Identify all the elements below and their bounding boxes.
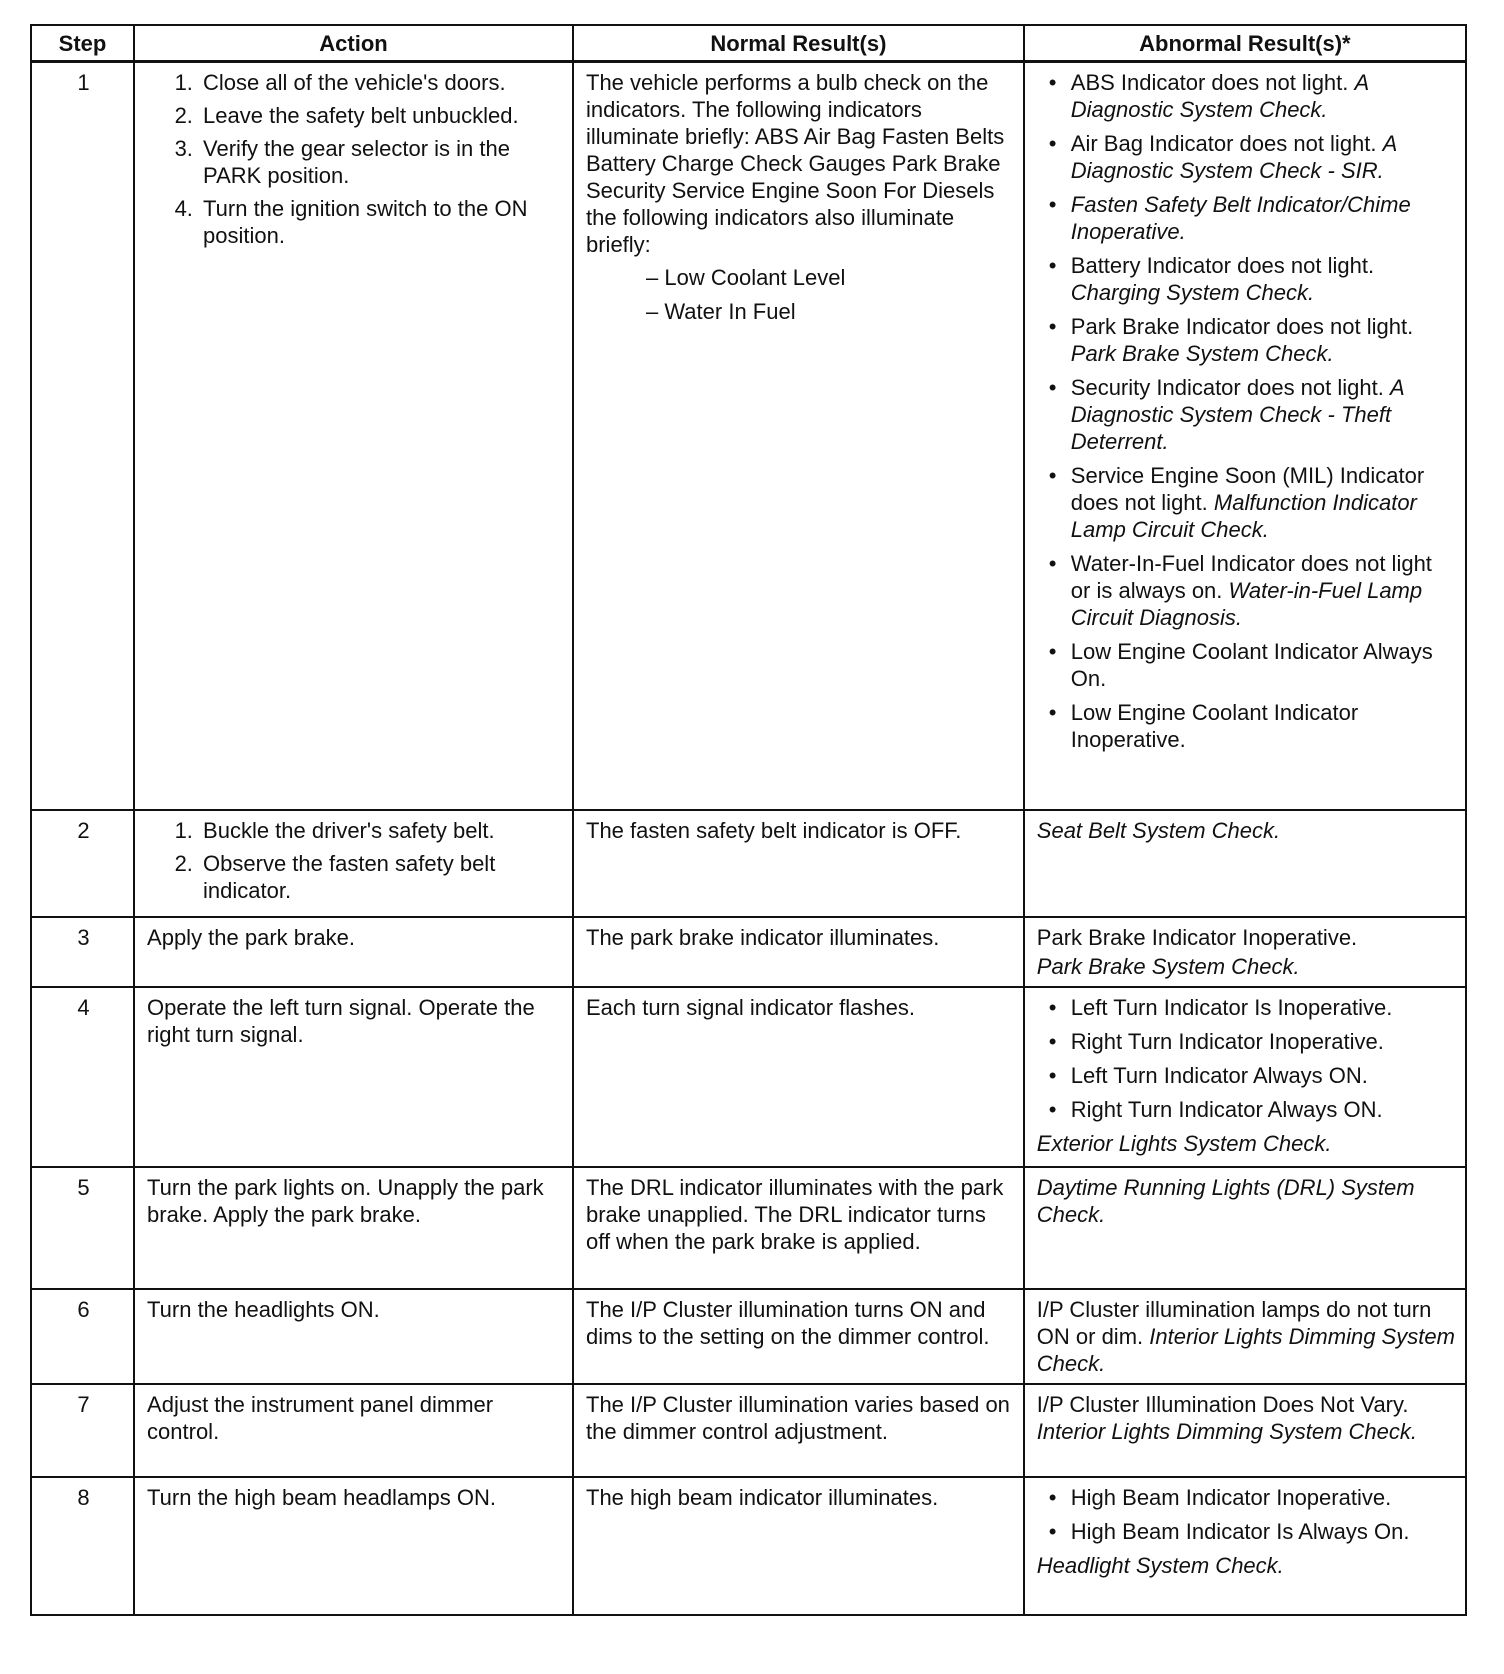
abnormal-result-cell — [1024, 987, 1466, 1167]
normal-result-text: The fasten safety belt indicator is OFF. — [586, 817, 962, 843]
action-item: 3. Verify the gear selector is in the PARK position. — [199, 135, 562, 189]
step-number: 4 — [31, 987, 134, 1167]
abnormal-text: Park Brake Indicator Inoperative. — [1036, 924, 1358, 950]
abnormal-result-text — [1037, 1296, 1455, 1377]
list-item — [1071, 130, 1455, 184]
abnormal-list — [1037, 69, 1455, 753]
action-cell — [134, 1289, 573, 1384]
abnormal-text: Low Engine Coolant Indicator Always On. — [1070, 639, 1433, 691]
diesel-indicator-list — [586, 264, 1013, 325]
abnormal-text: Service Engine Soon (MIL) Indicator does not light. — [1070, 463, 1425, 515]
diagnostic-reference: A Diagnostic System Check - Theft Deterrent. — [1070, 375, 1404, 454]
normal-result-cell — [573, 62, 1024, 810]
action-item: 2. Observe the fasten safety belt indicator. — [199, 850, 562, 904]
header-action: Action — [134, 25, 573, 62]
action-list — [147, 817, 562, 904]
abnormal-text: Park Brake Indicator does not light. — [1070, 314, 1414, 339]
abnormal-result-cell — [1024, 1384, 1466, 1477]
abnormal-text: Battery Indicator does not light. — [1070, 253, 1375, 278]
diagnostic-reference: Water-in-Fuel Lamp Circuit Diagnosis. — [1070, 578, 1423, 630]
normal-result-cell — [573, 810, 1024, 917]
list-item: • High Beam Indicator Is Always On. — [1071, 1518, 1455, 1545]
abnormal-text: Low Engine Coolant Indicator Inoperative. — [1070, 700, 1359, 752]
list-item — [1071, 191, 1455, 245]
diagnostic-reference: Interior Lights Dimming System Check. — [1036, 1323, 1455, 1376]
header-row — [31, 25, 1466, 62]
list-item — [1071, 313, 1455, 367]
normal-result-cell — [573, 917, 1024, 987]
table-row — [31, 810, 1466, 917]
action-cell — [134, 917, 573, 987]
step-number: 7 — [31, 1384, 134, 1477]
list-item — [1071, 699, 1455, 753]
step-number: 2 — [31, 810, 134, 917]
normal-result-text: The high beam indicator illuminates. — [586, 1484, 939, 1510]
normal-result-cell — [573, 1167, 1024, 1289]
diagnostic-reference: A Diagnostic System Check - SIR. — [1070, 131, 1397, 183]
table-row — [31, 1167, 1466, 1289]
list-item: – Water In Fuel — [646, 298, 1013, 325]
action-item: 1. Close all of the vehicle's doors. — [199, 69, 562, 96]
diagnostic-reference: A Diagnostic System Check. — [1070, 70, 1369, 122]
diagnostic-reference: Charging System Check. — [1070, 280, 1315, 305]
table-row — [31, 62, 1466, 810]
normal-result-text: The I/P Cluster illumination varies based on the dimmer control adjustment. — [586, 1391, 1010, 1444]
abnormal-list — [1037, 1484, 1455, 1545]
list-item: • High Beam Indicator Inoperative. — [1071, 1484, 1455, 1511]
diagnostic-reference: Park Brake System Check. — [1036, 953, 1300, 979]
step-number: 6 — [31, 1289, 134, 1384]
diagnostic-reference: Park Brake System Check. — [1070, 341, 1334, 366]
action-item: 4. Turn the ignition switch to the ON position. — [199, 195, 562, 249]
abnormal-text: Water-In-Fuel Indicator does not light or is always on. — [1070, 551, 1432, 603]
abnormal-result-cell — [1024, 917, 1466, 987]
header-step: Step — [31, 25, 134, 62]
header-abnormal-results: Abnormal Result(s)* — [1024, 25, 1466, 62]
normal-result-text: The DRL indicator illuminates with the park brake unapplied. The DRL indicator turns off when the park brake is applied. — [586, 1174, 1004, 1254]
list-item — [1071, 638, 1455, 692]
list-item — [1071, 252, 1455, 306]
abnormal-result-cell — [1024, 1289, 1466, 1384]
list-item — [1071, 462, 1455, 543]
abnormal-result-text — [1037, 1391, 1455, 1445]
action-item: 1. Buckle the driver's safety belt. — [199, 817, 562, 844]
action-cell — [134, 62, 573, 810]
step-number: 1 — [31, 62, 134, 810]
action-cell — [134, 987, 573, 1167]
list-item: • Left Turn Indicator Always ON. — [1071, 1062, 1455, 1089]
action-cell — [134, 1384, 573, 1477]
action-cell — [134, 1167, 573, 1289]
list-item — [1071, 550, 1455, 631]
step-number: 3 — [31, 917, 134, 987]
table-row — [31, 1384, 1466, 1477]
normal-result-text: The park brake indicator illuminates. — [586, 924, 940, 950]
table-row — [31, 1477, 1466, 1615]
diagnostic-reference: Malfunction Indicator Lamp Circuit Check. — [1070, 490, 1417, 542]
table-row — [31, 987, 1466, 1167]
abnormal-text: I/P Cluster Illumination Does Not Vary. — [1036, 1391, 1409, 1417]
diagnostic-reference: Interior Lights Dimming System Check. — [1036, 1418, 1418, 1444]
action-item: 2. Leave the safety belt unbuckled. — [199, 102, 562, 129]
header-normal-results: Normal Result(s) — [573, 25, 1024, 62]
abnormal-list — [1037, 994, 1455, 1123]
diagnostic-reference: Exterior Lights System Check. — [1036, 1130, 1332, 1156]
list-item — [1071, 374, 1455, 455]
action-text: Turn the high beam headlamps ON. — [147, 1484, 496, 1510]
abnormal-text: Security Indicator does not light. — [1070, 375, 1390, 400]
table-row — [31, 1289, 1466, 1384]
action-text: Operate the left turn signal. Operate the right turn signal. — [147, 994, 535, 1047]
step-number: 8 — [31, 1477, 134, 1615]
normal-result-cell — [573, 987, 1024, 1167]
action-cell — [134, 810, 573, 917]
action-list — [147, 69, 562, 249]
list-item: • Right Turn Indicator Always ON. — [1071, 1096, 1455, 1123]
diagnostic-reference: Fasten Safety Belt Indicator/Chime Inoperative. — [1070, 192, 1411, 244]
action-text: Apply the park brake. — [147, 924, 355, 950]
action-cell — [134, 1477, 573, 1615]
abnormal-text: I/P Cluster illumination lamps do not turn ON or dim. — [1036, 1296, 1432, 1349]
normal-result-cell — [573, 1477, 1024, 1615]
normal-result-text: Each turn signal indicator flashes. — [586, 994, 915, 1020]
normal-result-text: The vehicle performs a bulb check on the indicators. The following indicators illuminate briefly: ABS Air Bag Fasten Belts Battery Charge Check Gauges Park Brake Security Service Engine Soon For Diesels the following indicators also illuminate briefly: — [586, 70, 1005, 257]
action-text: Adjust the instrument panel dimmer control. — [147, 1391, 494, 1444]
diagnostic-reference: Headlight System Check. — [1036, 1552, 1284, 1578]
abnormal-result-cell — [1024, 810, 1466, 917]
abnormal-result-cell — [1024, 62, 1466, 810]
abnormal-text: ABS Indicator does not light. — [1070, 70, 1355, 95]
normal-result-cell — [573, 1384, 1024, 1477]
list-item: – Low Coolant Level — [646, 264, 1013, 291]
diagnostic-table — [30, 24, 1467, 1616]
list-item: • Left Turn Indicator Is Inoperative. — [1071, 994, 1455, 1021]
normal-result-cell — [573, 1289, 1024, 1384]
action-text: Turn the headlights ON. — [147, 1296, 380, 1322]
abnormal-result-cell — [1024, 1477, 1466, 1615]
diagnostic-reference: Daytime Running Lights (DRL) System Check. — [1036, 1174, 1415, 1227]
table-row — [31, 917, 1466, 987]
action-text: Turn the park lights on. Unapply the park brake. Apply the park brake. — [147, 1174, 544, 1227]
abnormal-text: Air Bag Indicator does not light. — [1070, 131, 1383, 156]
step-number: 5 — [31, 1167, 134, 1289]
diagnostic-reference: Seat Belt System Check. — [1036, 817, 1281, 843]
list-item — [1071, 69, 1455, 123]
list-item: • Right Turn Indicator Inoperative. — [1071, 1028, 1455, 1055]
abnormal-result-cell — [1024, 1167, 1466, 1289]
normal-result-text: The I/P Cluster illumination turns ON and dims to the setting on the dimmer control. — [586, 1296, 990, 1349]
